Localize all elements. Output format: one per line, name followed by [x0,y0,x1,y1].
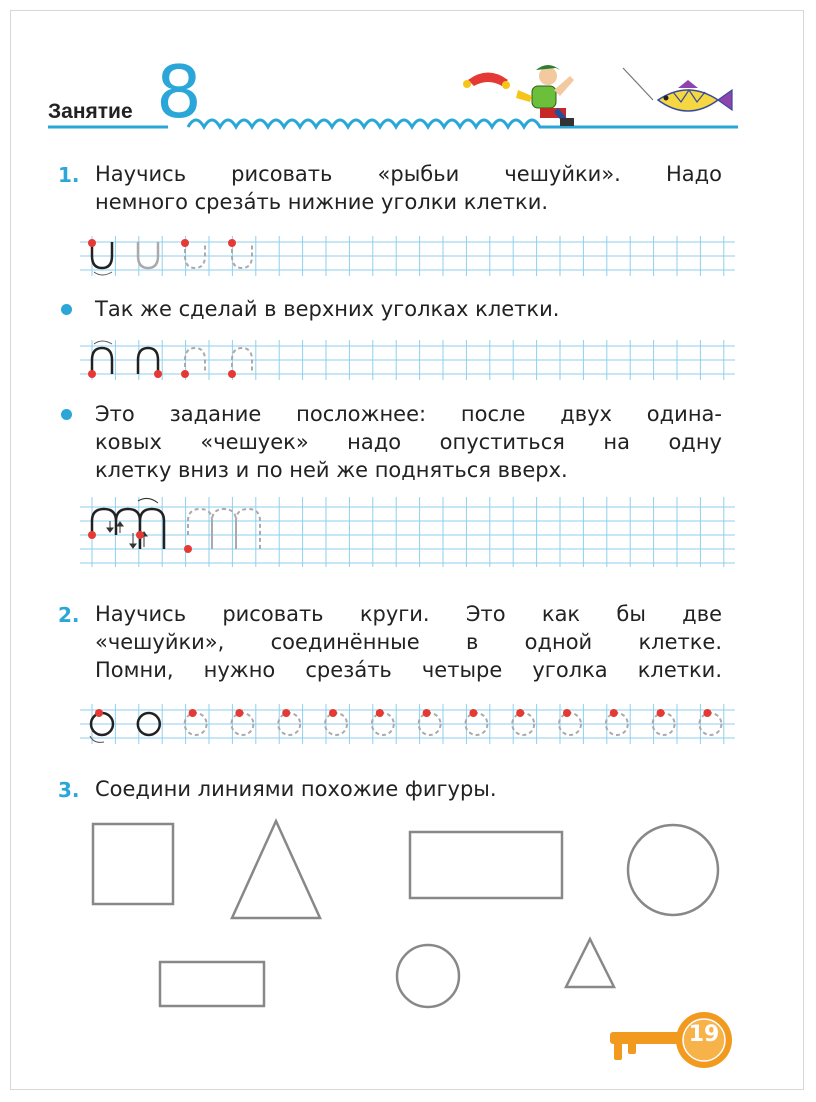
start-dot [516,709,524,717]
start-dot [376,709,384,717]
start-dot [235,709,243,717]
small-rectangle[interactable] [160,962,264,1006]
lesson-header [48,50,738,145]
task-1c-text-line-2: ковых «чешуек» надо опуститься на одну [95,430,722,454]
task-1c-text-line-3: клетку вниз и по ней же подняться вверх. [95,458,568,482]
task-2-number: 2. [58,603,80,627]
start-dot [703,709,711,717]
start-dot [423,709,431,717]
header-decoration [48,60,738,145]
task-1-number: 1. [58,163,80,187]
fish-illustration [658,80,732,111]
grid-strip-circles [80,700,735,748]
lesson-label: Занятие [48,100,133,123]
lesson-number: 8 [156,50,202,134]
page-number: 19 [688,1022,720,1047]
large-square[interactable] [93,824,173,904]
start-dot [563,709,571,717]
grid-strip-scales-down-up [80,497,735,569]
task-1b-text: Так же сделай в верхних уголках клетки. [95,297,560,321]
start-dot [95,709,103,717]
task-1-text-line-2: немного срезáть нижние уголки клетки. [95,190,549,214]
large-rectangle[interactable] [410,832,562,898]
task-2-text-line-2: «чешуйки», соединённые в одной клетке. [95,630,722,654]
task-1-text-line-1: Научись рисовать «рыбьи чешуйки». Надо [95,162,722,186]
start-dot [657,709,665,717]
large-triangle[interactable] [232,821,320,918]
task-3-text: Соедини линиями похожие фигуры. [95,777,497,801]
jester-illustration [463,65,574,126]
small-circle[interactable] [397,945,459,1007]
task-2-text-line-1: Научись рисовать круги. Это как бы две [95,602,722,626]
small-triangle[interactable] [566,939,614,987]
shapes-area [0,800,816,1020]
bullet-1c [61,409,72,420]
start-dot [469,709,477,717]
large-circle[interactable] [628,825,718,915]
task-1c-text-line-1: Это задание посложнее: после двух одина- [95,402,722,426]
task-3-number: 3. [58,778,80,802]
start-dot [282,709,290,717]
start-dot [329,709,337,717]
page-number-key [606,1008,736,1084]
task-2-text-line-3: Помни, нужно срезáть четыре уголка клетки. [95,658,722,682]
grid-strip-scales-bottom [80,236,735,280]
start-dot [610,709,618,717]
start-dot [189,709,197,717]
bullet-1b [61,304,72,315]
grid-strip-scales-top [80,340,735,384]
